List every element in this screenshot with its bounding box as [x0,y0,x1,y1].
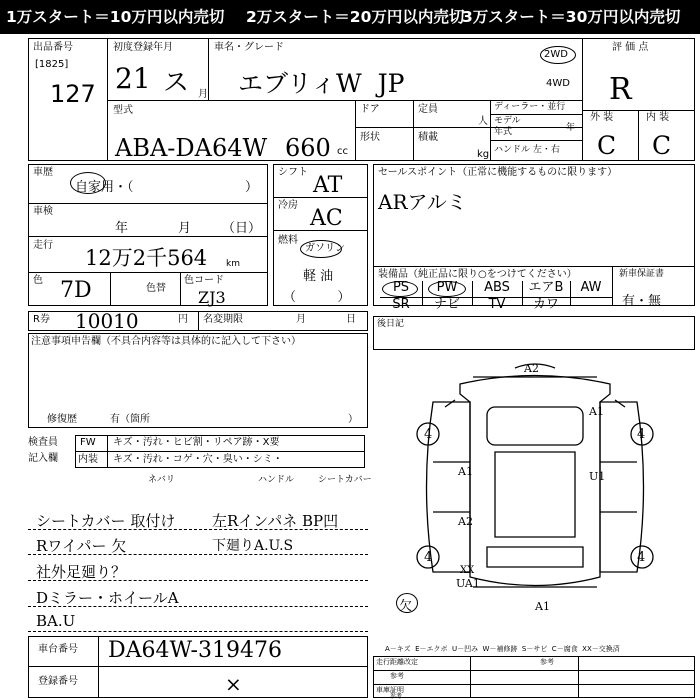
footer-box3-label: 車庫証明 [376,686,404,694]
mark-xx: XX [460,565,475,576]
drive-4wd: 4WD [546,78,570,89]
model-year-label: モデル [494,116,521,126]
year-unit: 年 [566,123,576,133]
reg-value: × [225,672,242,696]
footer-box3-sub: 参考 [390,693,403,700]
dealer-label: ディーラー・並行 [494,102,566,112]
door-label: ドア [360,104,380,115]
sales-label: セールスポイント（正常に機能するものに限ります） [378,167,618,178]
fw-items: キズ・汚れ・ヒビ割・リペア跡・X要 [113,437,280,448]
fuel-alt: 軽 油 [303,269,334,284]
model-year-label2: 年式 [494,127,513,137]
damage-legend: A－キズ E－エクボ U－凹み W－補修跡 S－サビ C－腐食 XX－交換済 [385,645,620,653]
notes-box [28,333,368,428]
inspection-label: 車検 [33,206,53,217]
note-line-2: Rワイパー 欠 [36,537,127,555]
vin-value: DA64W-319476 [108,638,282,663]
exterior-value: C [597,131,617,160]
mark-4-rr: 4 [637,550,646,565]
equip-label: 装備品（純正品に限り○をつけてください） [378,269,577,280]
first-reg-value: 21 [115,62,151,95]
cc-unit: cc [337,146,348,157]
vehicle-damage-diagram [385,362,685,612]
history-label: 車歴 [33,167,53,178]
mark-missing: 欠 [399,599,413,614]
history-value: 自家用・（ [75,180,134,195]
repair-close: ） [348,414,358,425]
cc-value: 660 [285,134,331,162]
rule-10man: 1万スタート＝10万円以内売切 [6,8,225,26]
rule-30man: 3万スタート＝30万円以内売切 [462,8,681,26]
handle-label: ハンドル 左・右 [494,145,560,155]
title-day: 日 [346,314,356,325]
mark-a1-right: A1 [589,405,604,418]
equip-pw: PW [436,280,458,295]
after-label: 後日記 [377,319,405,329]
after-remarks-box [373,316,695,350]
seats-label: 定員 [418,104,438,115]
equip-ps: PS [392,280,410,295]
inspection-month: 月 [178,221,192,236]
mark-a1-rear: A1 [535,600,550,613]
equip-navi: ナビ [433,297,460,312]
rule-20man: 2万スタート＝20万円以内売切 [246,8,465,26]
reg-label: 登録番号 [38,676,78,687]
inspection-year: 年 [115,221,129,236]
repair-label: 修復歴 [47,414,77,425]
score-value: R [609,72,632,107]
mark-a1-left: A1 [458,465,473,478]
inspection-day: （日） [222,221,262,236]
repair-value: 有（箇所 [110,414,150,425]
fuel-other: （ ） [283,290,351,305]
equip-aw: AW [580,280,602,295]
inspector-label-2: 記入欄 [28,453,58,464]
mark-4-rl: 4 [424,550,433,565]
auction-rules-banner [0,0,700,34]
mileage-unit: km [226,259,240,269]
month-unit: 月 [198,89,208,100]
vin-label: 車台番号 [38,644,78,655]
equip-airbag: エアB [528,280,564,295]
load-label: 積載 [418,132,438,143]
model-value: ABA-DA64W [115,134,268,162]
note-line-7: 下廻りA.U.S [212,538,294,554]
inspector-label: 検査員 [28,437,58,448]
ac-value: AC [310,206,343,231]
r-unit: 円 [178,314,188,325]
footer-box2-label: 参考 [540,658,554,666]
first-reg-month: ス [163,68,190,98]
note-line-1: シートカバー 取付け [36,512,176,530]
first-reg-label: 初度登録年月 [113,42,173,53]
interior-label: 内 装 [646,112,670,123]
fw-label: FW [80,437,96,448]
color-value: 7D [60,278,92,303]
name-label: 車名・グレード [214,42,284,53]
mark-a2-top: A2 [524,362,539,375]
int-items: キズ・汚れ・コゲ・穴・臭い・シミ・ [113,454,283,465]
model-label: 型式 [113,105,133,116]
note-line-4: Dミラー・ホイールA [36,589,179,607]
shape-label: 形状 [360,132,380,143]
inspector-note-nebari: ネバリ [148,475,175,485]
fuel-label: 燃料 [278,235,298,246]
footer-box1-label: 走行距離改定 [376,658,418,666]
sales-value: ARアルミ [378,190,467,214]
warranty-value: 有・無 [622,294,662,309]
color-label: 色 [33,275,43,286]
equip-abs: ABS [484,280,510,295]
equip-leather: カワ [532,297,559,312]
title-change-label: 名変期限 [203,314,243,325]
inspector-note-seatcover: シートカバー [318,475,372,485]
color-swatch-label: 色替 [146,283,166,294]
lot-number: 127 [50,80,96,108]
footer-box1-sub: 参考 [390,672,404,680]
exterior-label: 外 装 [590,112,614,123]
fuel-value: ガソリン [305,243,345,254]
mark-u1-right: U1 [589,470,606,483]
seats-unit: 人 [478,116,488,127]
mileage-value: 12万2千564 [85,246,208,270]
warranty-label: 新車保証書 [619,269,665,279]
r-label: R券 [33,314,50,325]
lot-label: 出品番号 [33,42,73,53]
color-code-label: 色コード [184,275,224,286]
drive-2wd: 2WD [544,49,568,60]
int-label: 内装 [78,454,98,465]
notes-label: 注意事項申告欄（不具合内容等は具体的に記入して下さい） [31,336,301,347]
score-label: 評 価 点 [612,42,649,53]
mark-ua1: UA1 [456,577,480,590]
interior-value: C [652,131,672,160]
equip-sr: SR [392,297,410,312]
note-line-5: BA.U [36,612,76,630]
mark-a2-left: A2 [458,515,473,528]
lot-code: [1825] [35,59,69,70]
r-value: 10010 [75,309,139,333]
inspector-note-handle: ハンドル [258,475,295,485]
load-unit: kg [477,149,490,160]
name-value: エブリィW JP [238,69,405,98]
shift-value: AT [313,173,343,198]
shift-label: シフト [278,167,308,178]
mark-4-fr: 4 [637,427,646,442]
equip-tv: TV [488,297,506,312]
color-code-value: ZJ3 [198,288,226,307]
mark-4-fl: 4 [424,427,433,442]
ac-label: 冷房 [278,200,298,211]
title-month: 月 [296,314,306,325]
history-close: ） [245,180,259,195]
footer-right-table [373,656,695,698]
mileage-label: 走行 [33,240,53,251]
note-line-3: 社外足廻り？ [36,563,127,581]
note-line-6: 左Rインパネ BP凹 [212,512,339,530]
